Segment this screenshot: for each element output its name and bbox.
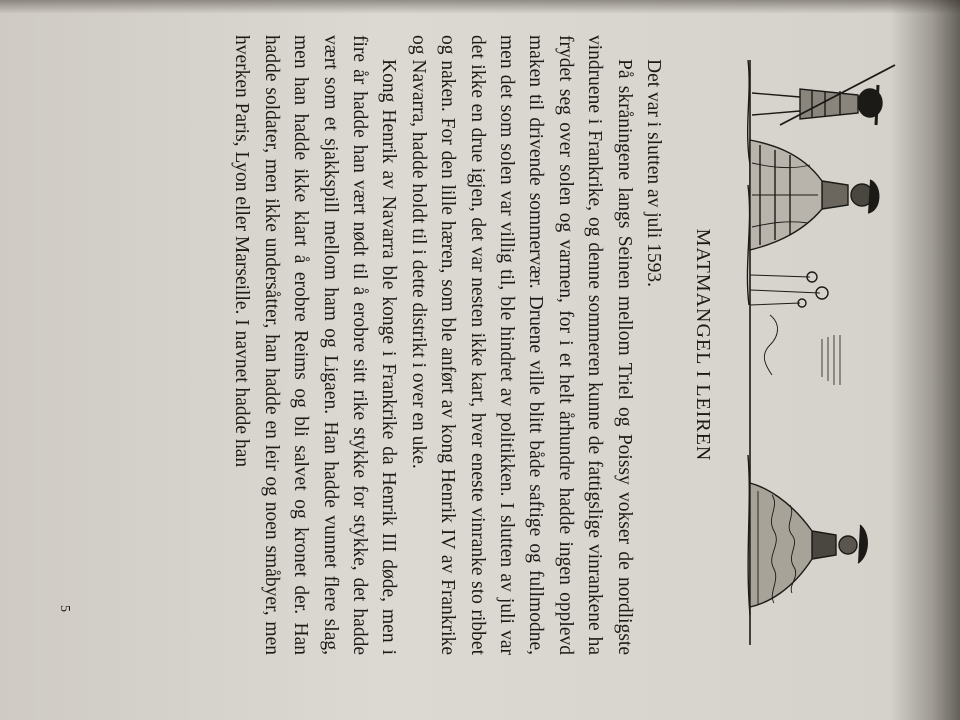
page-number: 5 [57, 605, 72, 612]
book-page [30, 15, 930, 675]
page-top-edge-shadow [0, 0, 960, 14]
chapter-illustration [740, 55, 900, 655]
paragraph: Kong Henrik av Navarra ble konge i Frankrike da Henrik III døde, men i fire år hadde han vært nødt til å erobre sitt rike stykke for stykke, det hadde vært som et sjakkspill mellom ham og Ligaen. Han hadde vunnet flere slag, men han hadde ikke klart å erobre Reims og bli salvet og kronet der. Han hadde soldater, men ikke undersåtter, han hadde en leir og noen småbyer, men hverken Paris, Lyon eller Marseille. I navnet hadde han [231, 35, 400, 655]
paragraph: På skråningene langs Seinen mellom Triel og Poissy vokser de nordligste vindruene i Frankrike, og denne sommeren kunne de fattigslige vinrankene ha frydet seg over solen og varmen, for i et helt århundre hadde ingen opplevd maken til drivende sommervær. Druene ville blitt både saftige og fullmodne, men det som solen var villig til, ble hindret av politikken. I slutten av juli var det ikke en drue igjen, det var nesten ikke kart, hver eneste vinranke sto ribbet og naken. For den lille hæren, som ble anført av kong Henrik IV av Frankrike og Navarra, hadde holdt til i dette distrikt i over en uke. [407, 35, 635, 655]
paragraph: Det var i slutten av juli 1593. [643, 59, 664, 288]
body-text [227, 35, 668, 655]
chapter-title: MATMANGEL I LEIREN [692, 228, 714, 462]
